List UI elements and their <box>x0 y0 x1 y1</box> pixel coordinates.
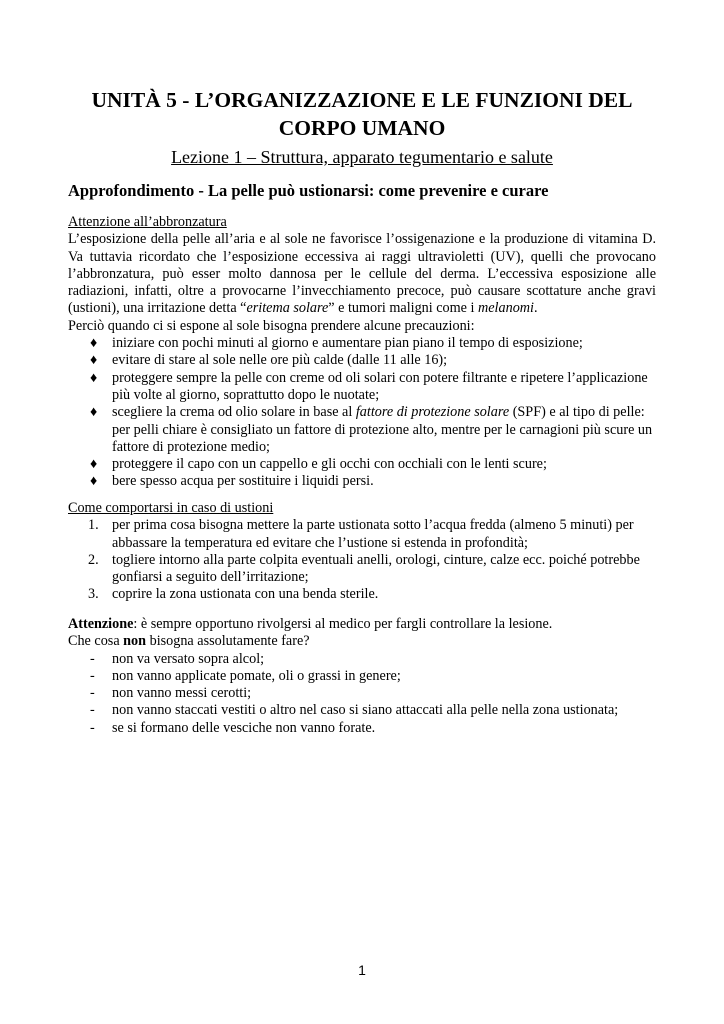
list-item: 3. coprire la zona ustionata con una benda sterile. <box>88 586 379 603</box>
precautions-list <box>68 335 656 491</box>
diamond-bullet-icon: ♦ <box>90 404 98 421</box>
attention-label: Attenzione <box>68 616 134 632</box>
list-item: - non vanno applicate pomate, oli o grassi in genere; <box>90 667 401 684</box>
diamond-bullet-icon: ♦ <box>90 456 98 473</box>
sun-exposure-paragraph: L’esposizione della pelle all’aria e al sole ne favorisce l’ossigenazione e la produzione di vitamina D. Va tuttavia ricordato che l’esposizione eccessiva ai raggi ultravioletti (UV), quelli che provocano l’abbronzatura, può esser molto dannosa per le cellule del derma. L’eccessiva esposizione alle radiazioni, infatti, oltre a provocarne l’invecchiamento precoce, può causare scottature anche gravi (ustioni), una irritazione detta “eritema solare” e tumori maligni come i melanomi. <box>68 231 656 317</box>
emphasis-melanomi: melanomi <box>478 300 534 317</box>
list-item: ♦ evitare di stare al sole nelle ore più calde (dalle 11 alle 16); <box>90 352 448 369</box>
list-item: ♦ proteggere il capo con un cappello e gli occhi con occhiali con le lenti scure; <box>90 456 547 473</box>
list-item: ♦ proteggere sempre la pelle con creme od oli solari con potere filtrante e ripetere l’applicazione più volte al giorno, soprattutto dopo le nuotate; <box>90 369 648 403</box>
list-item: ♦ scegliere la crema od olio solare in base al fattore di protezione solare (SPF) e al tipo di pelle: per pelli chiare è consigliato un fattore di protezione alto, mentre per le carnagioni più scure un fattore di protezione medio; <box>90 404 653 455</box>
list-item: ♦ iniziare con pochi minuti al giorno e aumentare pian piano il tempo di esposizione; <box>90 335 583 352</box>
step-number: 3. <box>88 586 99 603</box>
question-bold-word: non <box>123 633 147 650</box>
section-heading: Approfondimento - La pelle può ustionarsi: come prevenire e curare <box>68 181 549 200</box>
list-item: 2. togliere intorno alla parte colpita eventuali anelli, orologi, cinture, calze ecc. poiché potrebbe gonfiarsi a seguito dell’irritazione; <box>88 551 640 586</box>
sun-exposure-title: Attenzione all’abbronzatura <box>68 214 227 230</box>
dash-bullet-icon: - <box>90 685 95 702</box>
burns-section <box>68 500 656 604</box>
question-line: Che cosa non bisogna assolutamente fare? <box>68 633 310 650</box>
list-item: - se si formano delle vesciche non vanno forate. <box>90 719 376 736</box>
list-item: - non vanno staccati vestiti o altro nel caso si siano attaccati alla pelle nella zona ustionata; <box>90 702 619 719</box>
burns-title: Come comportarsi in caso di ustioni <box>68 500 274 516</box>
step-number: 1. <box>88 517 99 534</box>
page-number: 1 <box>358 962 366 978</box>
dash-bullet-icon: - <box>90 719 95 736</box>
diamond-bullet-icon: ♦ <box>90 335 98 352</box>
list-item: 1. per prima cosa bisogna mettere la parte ustionata sotto l’acqua fredda (almeno 5 minuti) per abbassare la temperatura ed evitare che l’ustione si estenda in profondità; <box>88 517 634 551</box>
unit-title <box>60 86 664 142</box>
burns-steps-list <box>68 517 656 603</box>
attention-section <box>68 616 656 737</box>
attention-line: Attenzione: è sempre opportuno rivolgersi al medico per fargli controllare la lesione. <box>68 616 553 632</box>
donts-list <box>68 651 656 737</box>
diamond-bullet-icon: ♦ <box>90 352 98 369</box>
unit-title-line-1: UNITÀ 5 - L’ORGANIZZAZIONE E LE FUNZIONI DEL <box>91 88 633 112</box>
unit-title-line-2: CORPO UMANO <box>278 116 446 140</box>
list-item: - non vanno messi cerotti; <box>90 685 252 702</box>
dash-bullet-icon: - <box>90 650 95 667</box>
dash-bullet-icon: - <box>90 667 95 684</box>
sun-exposure-section <box>68 214 656 491</box>
lesson-subtitle: Lezione 1 – Struttura, apparato tegumentario e salute <box>171 147 553 167</box>
dash-bullet-icon: - <box>90 702 95 719</box>
diamond-bullet-icon: ♦ <box>90 369 98 386</box>
emphasis-eritema: eritema solare <box>246 300 329 317</box>
list-item: - non va versato sopra alcol; <box>90 650 265 667</box>
emphasis-spf: fattore di protezione solare <box>355 404 510 421</box>
precautions-intro: Perciò quando ci si espone al sole bisogna prendere alcune precauzioni: <box>68 317 475 334</box>
diamond-bullet-icon: ♦ <box>90 473 98 490</box>
step-number: 2. <box>88 551 99 568</box>
list-item: ♦ bere spesso acqua per sostituire i liquidi persi. <box>90 473 374 490</box>
